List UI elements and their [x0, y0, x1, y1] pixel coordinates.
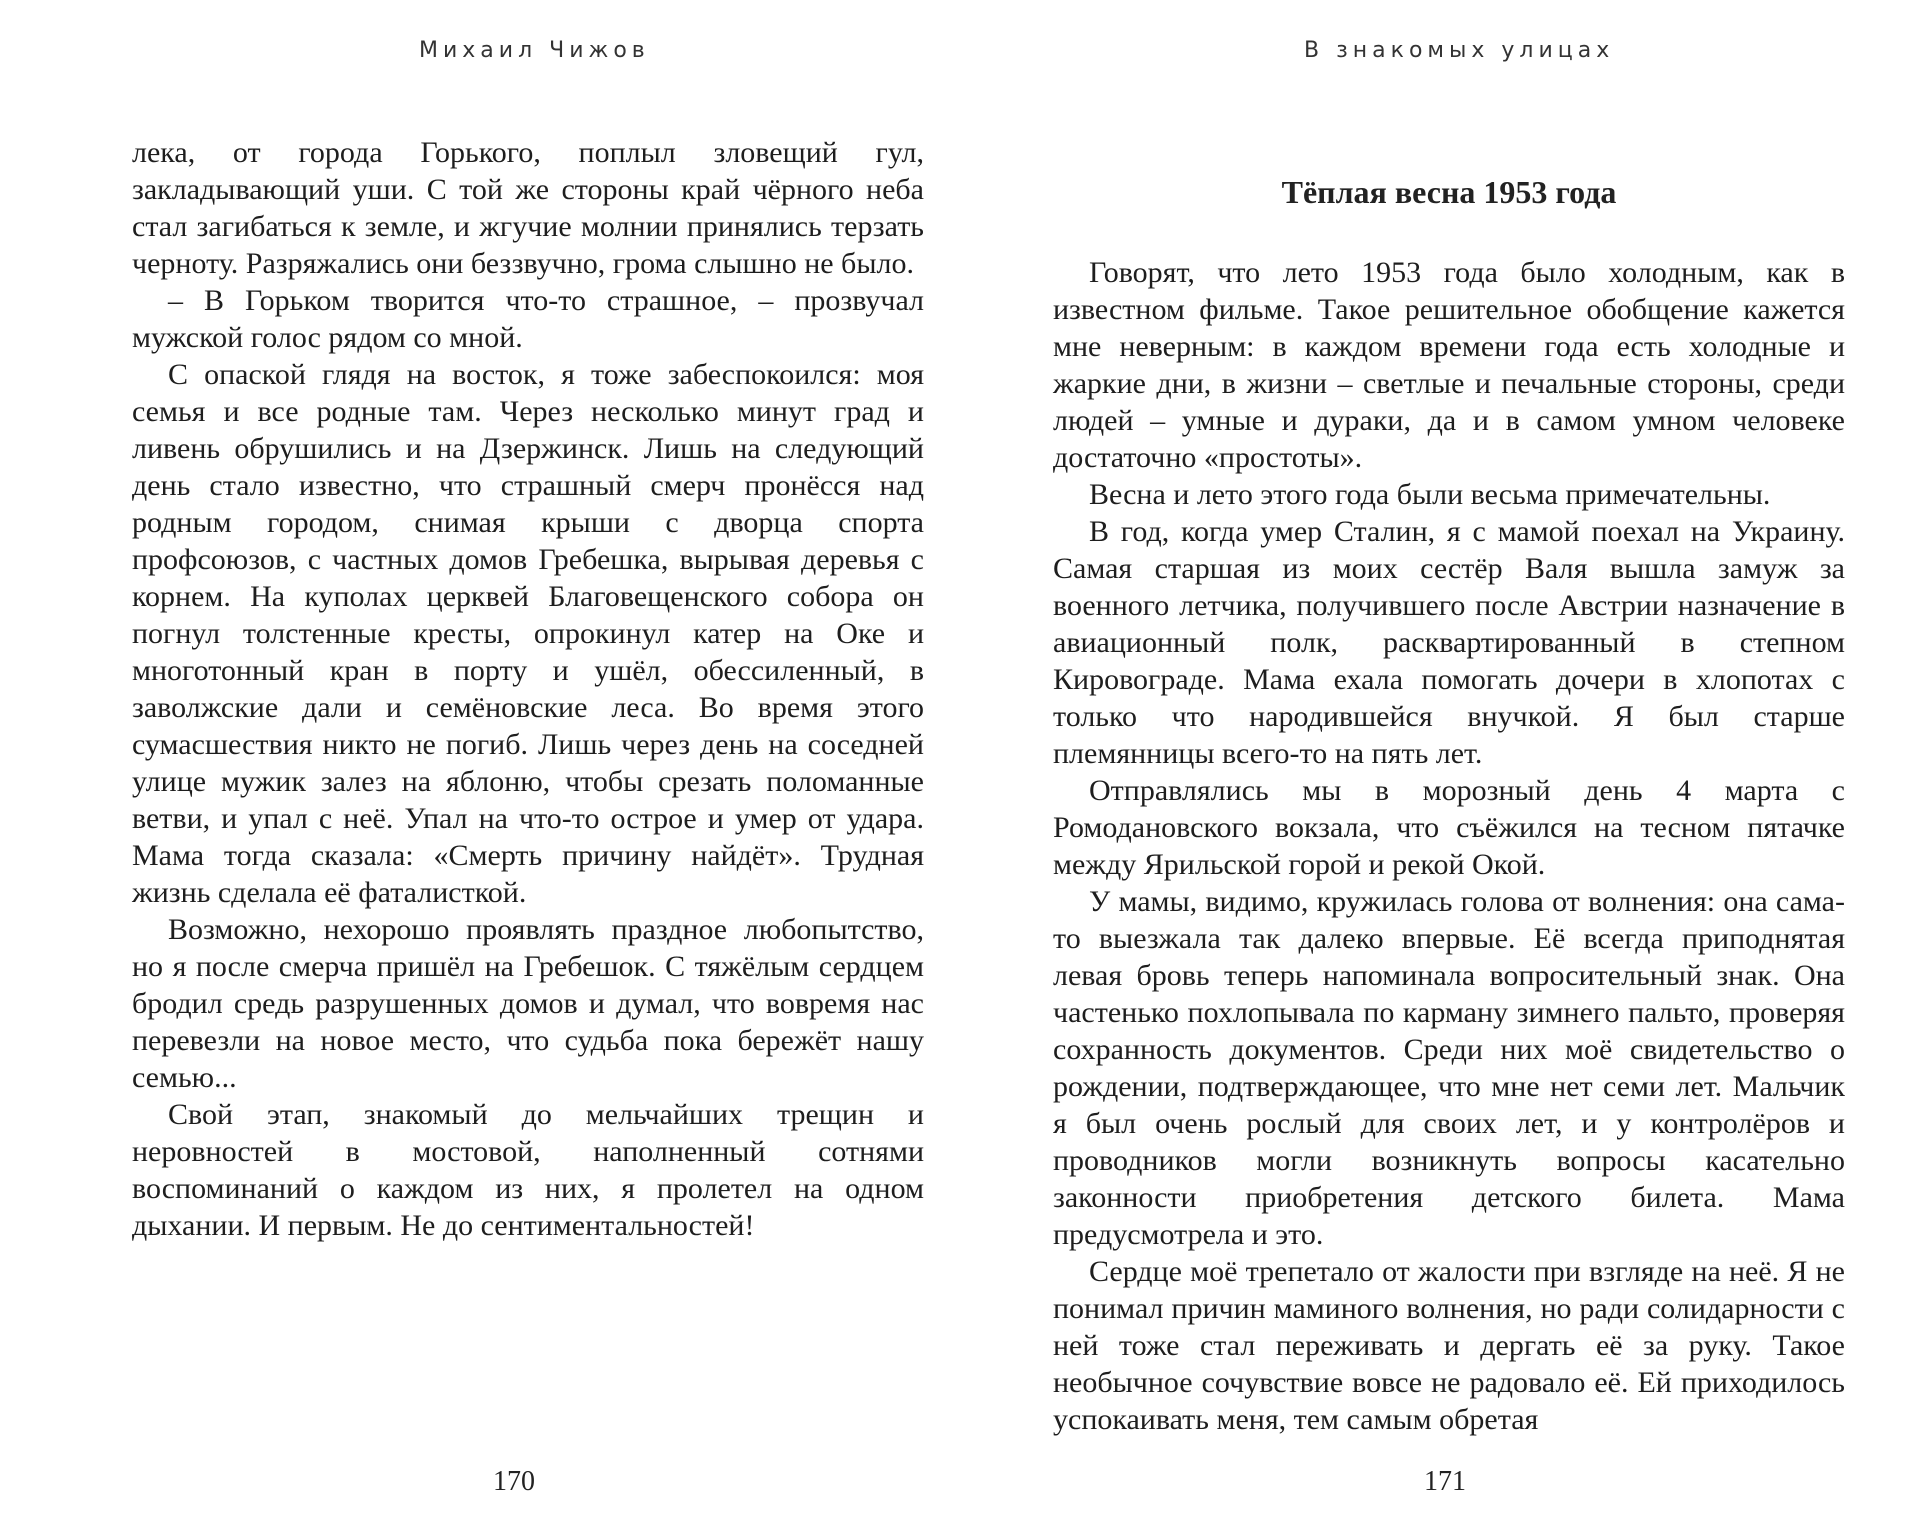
paragraph: У мамы, видимо, кружилась голова от волнения: она сама-то выезжала так далеко впервые. Её всегда приподнятая левая бровь теперь напоминала вопросительный знак. Она частенько похлопывала по карману зимнего пальто, проверяя сохранность документов. Среди них моё свидетельство о рождении, подтверждающее, что мне нет семи лет. Мальчик я был очень рослый для своих лет, и у контролёров и проводников могли возникнуть вопросы касательно законности приобретения детского билета. Мама предусмотрела и это.: [1053, 885, 1845, 1251]
running-head-book-title: В знакомых улицах: [1304, 38, 1615, 63]
paragraph: В год, когда умер Сталин, я с мамой поехал на Украину. Самая старшая из моих сестёр Валя вышла замуж за военного летчика, получившего после Австрии назначение в авиационный полк, расквартированный в степном Кировограде. Мама ехала помогать дочери в хлопотах с только что народившейся внучкой. Я был старше племянницы всего-то на пять лет.: [1053, 515, 1845, 770]
page-number: 171: [1424, 1466, 1466, 1497]
chapter-body: [1053, 254, 1845, 1438]
paragraph: Сердце моё трепетало от жалости при взгляде на неё. Я не понимал причин маминого волнения, но ради солидарности с ней тоже стал переживать и дергать её за руку. Такое необычное сочувствие вовсе не радовало её. Ей приходилось успокаивать меня, тем самым обретая: [1053, 1255, 1845, 1436]
right-page: [960, 0, 1919, 1524]
paragraph: Отправлялись мы в морозный день 4 марта с Ромодановского вокзала, что съёжился на тесном пятачке между Ярильской горой и рекой Окой.: [1053, 774, 1845, 881]
left-text-block: [132, 134, 924, 1244]
paragraph: Возможно, нехорошо проявлять праздное любопытство, но я после смерча пришёл на Гребешок. С тяжёлым сердцем бродил средь разрушенных домов и думал, что вовремя нас перевезли на новое место, что судьба пока бережёт нашу семью...: [132, 913, 924, 1094]
right-text-block: [1053, 134, 1845, 1438]
paragraph: Свой этап, знакомый до мельчайших трещин и неровностей в мостовой, наполненный сотнями воспоминаний о каждом из них, я пролетел на одном дыхании. И первым. Не до сентиментальностей!: [132, 1098, 924, 1242]
paragraph: Весна и лето этого года были весьма примечательны.: [1089, 478, 1771, 511]
page-number: 170: [493, 1466, 535, 1497]
paragraph: Говорят, что лето 1953 года было холодным, как в известном фильме. Такое решительное обобщение кажется мне неверным: в каждом времени года есть холодные и жаркие дни, в жизни – светлые и печальные стороны, среди людей – умные и дураки, да и в самом умном человеке достаточно «простоты».: [1053, 256, 1845, 474]
paragraph: лека, от города Горького, поплыл зловещий гул, закладывающий уши. С той же стороны край чёрного неба стал загибаться к земле, и жгучие молнии принялись терзать черноту. Разряжались они беззвучно, грома слышно не было.: [132, 136, 924, 280]
paragraph: С опаской глядя на восток, я тоже забеспокоился: моя семья и все родные там. Через несколько минут град и ливень обрушились и на Дзержинск. Лишь на следующий день стало известно, что страшный смерч пронёсся над родным городом, снимая крыши с дворца спорта профсоюзов, с частных домов Гребешка, вырывая деревья с корнем. На куполах церквей Благовещенского собора он погнул толстенные кресты, опрокинул катер на Оке и многотонный кран в порту и ушёл, обессиленный, в заволжские дали и семёновские леса. Во время этого сумасшествия никто не погиб. Лишь через день на соседней улице мужик залез на яблоню, чтобы срезать поломанные ветви, и упал с неё. Упал на что-то острое и умер от удара. Мама тогда сказала: «Смерть причину найдёт». Трудная жизнь сделала её фаталисткой.: [132, 358, 924, 909]
chapter-title: Тёплая весна 1953 года: [1281, 174, 1617, 210]
paragraph: – В Горьком творится что-то страшное, – прозвучал мужской голос рядом со мной.: [132, 284, 924, 354]
running-head-author: Михаил Чижов: [419, 38, 650, 63]
